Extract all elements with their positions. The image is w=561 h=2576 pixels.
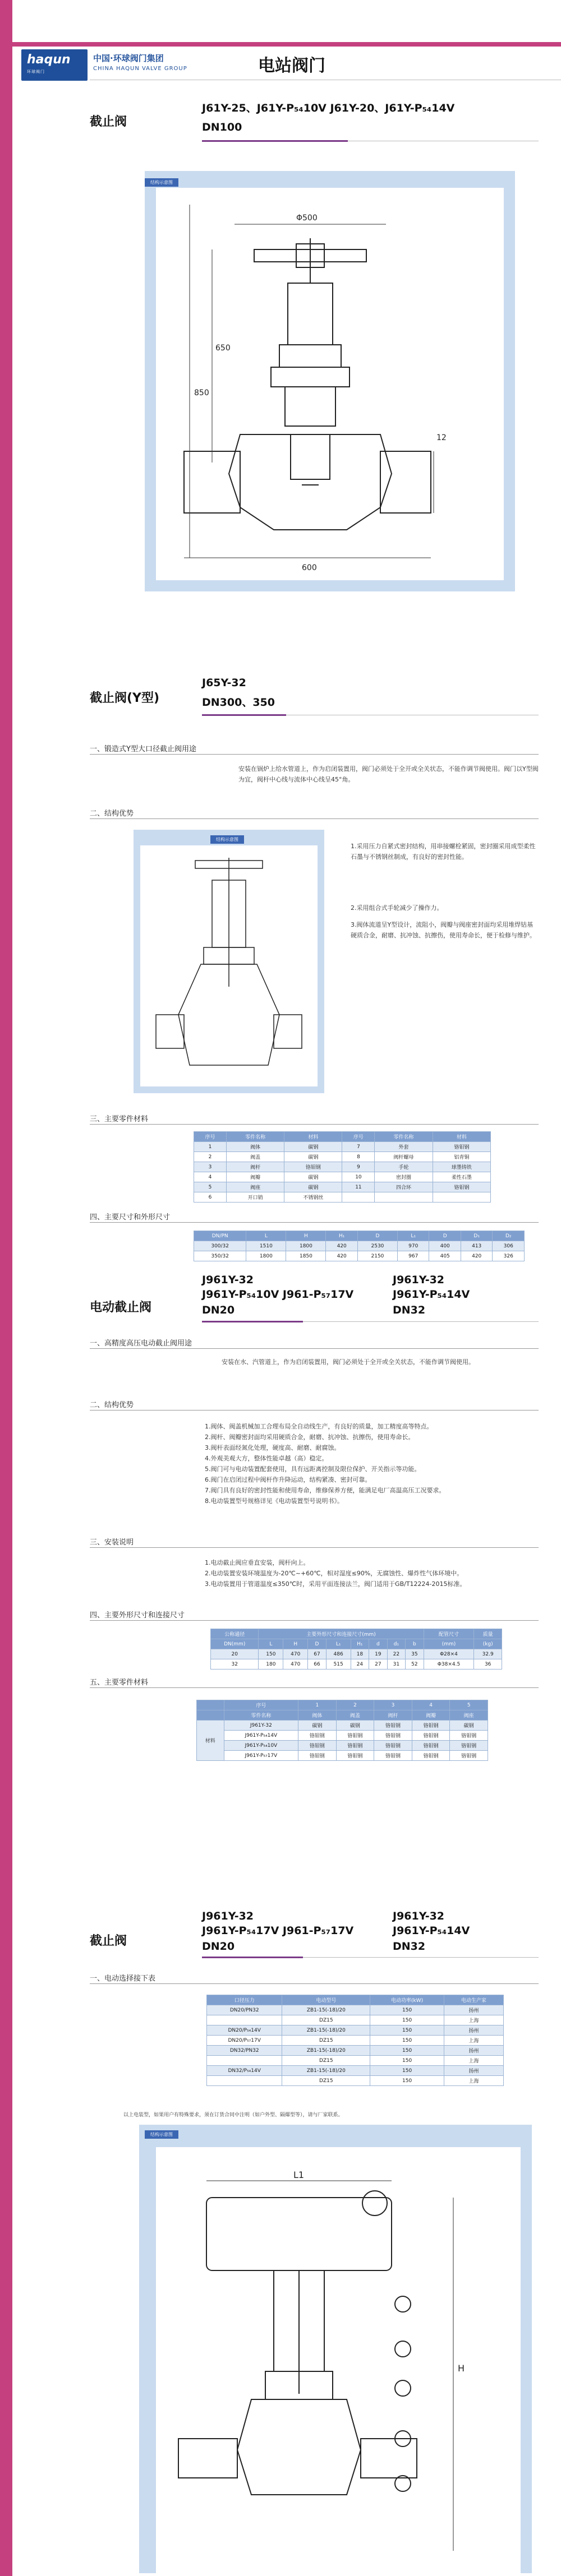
- table-header-cell: H₁: [351, 1639, 369, 1649]
- table-header-cell: H₁: [326, 1231, 357, 1241]
- table-cell: 420: [461, 1251, 492, 1261]
- dim-height-850-label: 850: [194, 389, 209, 397]
- table-row: [194, 1172, 491, 1182]
- model-underline-thin: [303, 1957, 539, 1958]
- table-row: [207, 2025, 504, 2036]
- dimensions-table: [210, 1629, 502, 1669]
- dim-l1-label: L1: [293, 2170, 305, 2180]
- drawing-tag: 结构示意图: [145, 178, 178, 187]
- table-header-cell: 口径压力: [207, 1995, 282, 2005]
- section-heading: 一、锻造式Y型大口径截止阀用途: [90, 745, 196, 753]
- table-cell: 470: [283, 1649, 308, 1659]
- table-header-cell: 阀盖: [336, 1710, 374, 1721]
- table-header-cell: 4: [412, 1700, 450, 1710]
- table-cell: 1: [194, 1142, 227, 1152]
- table-row: [194, 1162, 491, 1172]
- table-cell: 5: [194, 1182, 227, 1192]
- dim-12-label: 12: [436, 433, 447, 442]
- table-header-cell: 公称通径: [211, 1629, 259, 1639]
- table-cell: 2150: [357, 1251, 397, 1261]
- table-cell: 密封圈: [375, 1172, 433, 1182]
- model-42: J961Y-P₅₄17V J961-P₅₇17V: [202, 1925, 354, 1937]
- table-header-cell: 电动功率(kW): [370, 1995, 444, 2005]
- table-cell: DN32/PN32: [207, 2046, 282, 2056]
- table-cell: J961Y-P₅₄14V: [224, 1731, 298, 1741]
- table-cell: 420: [326, 1251, 357, 1261]
- table-cell: 22: [387, 1649, 406, 1659]
- table-cell: DZ15: [282, 2015, 370, 2025]
- model-y: J65Y-32: [202, 677, 246, 689]
- table-cell: 铬钼钢: [374, 1721, 412, 1731]
- table-cell: 24: [351, 1659, 369, 1669]
- materials-table: [194, 1131, 491, 1203]
- drawing-tag: 结构示意图: [145, 2130, 178, 2139]
- table-cell: 36: [474, 1659, 502, 1669]
- table-header-cell: 主要外形尺寸和连接尺寸(mm): [259, 1629, 424, 1639]
- table-cell: 150: [370, 2025, 444, 2036]
- list-item: 2.阀杆、阀瓣密封面均采用硬质合金，耐磨、抗冲蚀、抗擦伤，使用寿命长。: [205, 1433, 415, 1441]
- list-item: 4.外观美观大方，整体性能卓越（高）稳定。: [205, 1455, 328, 1462]
- dim-height-650-label: 650: [215, 344, 231, 353]
- table-header-cell: 零件名称: [224, 1710, 298, 1721]
- table-header-cell: D₂: [493, 1231, 525, 1241]
- table-header-cell: 配管尺寸: [424, 1629, 474, 1639]
- usage-text: 安装在水、汽管道上，作为启闭装置用，阀门必须处于全开或全关状态，不能作调节阀使用。: [222, 1358, 475, 1366]
- table-cell: J961Y-P₅₇17V: [224, 1751, 298, 1761]
- section-divider: [90, 1222, 539, 1223]
- model-e-dn: DN20: [202, 1304, 235, 1316]
- table-cell: 阀座: [226, 1182, 284, 1192]
- table-row: [194, 1192, 491, 1203]
- table-header-cell: 质量: [474, 1629, 502, 1639]
- list-item: 3.电动装置用于管道温度≤350℃时，采用平面连接法兰，阀门适用于GB/T12224-2015标准。: [205, 1580, 466, 1588]
- model-dn: DN100: [202, 121, 242, 133]
- table-header-cell: 零件名称: [226, 1132, 284, 1142]
- table-cell: 400: [429, 1241, 461, 1251]
- table-header-cell: [197, 1700, 224, 1710]
- table-cell: 150: [370, 2076, 444, 2086]
- table-cell: 150: [370, 2056, 444, 2066]
- table-cell: 铬钼钢: [412, 1751, 450, 1761]
- table-row: [211, 1649, 502, 1659]
- table-cell: 27: [369, 1659, 388, 1669]
- table-cell: 外套: [375, 1142, 433, 1152]
- table-cell: 1850: [286, 1251, 326, 1261]
- actuator-selection-table: [206, 1995, 504, 2086]
- section-heading: 二、结构优势: [90, 1401, 134, 1409]
- table-side-cell: 材料: [197, 1721, 224, 1761]
- table-cell: 9: [342, 1162, 375, 1172]
- table-cell: [207, 2056, 282, 2066]
- list-item: 2.电动装置安装环境温度为-20℃~+60℃，相对湿度≤90%，无腐蚀性、爆炸性气体环境中。: [205, 1570, 463, 1577]
- table-cell: 6: [194, 1192, 227, 1203]
- table-cell: 150: [259, 1649, 283, 1659]
- table-cell: 碳钢: [298, 1721, 337, 1731]
- table-cell: 碳钢: [450, 1721, 488, 1731]
- model-e3: J961Y-32: [393, 1274, 445, 1286]
- table-header-cell: 零件名称: [375, 1132, 433, 1142]
- materials-table: [196, 1700, 488, 1761]
- table-cell: 铬钼钢: [450, 1731, 488, 1741]
- table-header-cell: d: [369, 1639, 388, 1649]
- table-cell: 铬钼钢: [374, 1741, 412, 1751]
- side-accent-bar: [0, 0, 12, 2576]
- advantage-item: 2.采用组合式手轮减少了操作力。: [351, 904, 443, 912]
- table-cell: 150: [370, 2066, 444, 2076]
- table-cell: [342, 1192, 375, 1203]
- table-cell: [207, 2076, 282, 2086]
- table-cell: 铬钼钢: [450, 1751, 488, 1761]
- table-header-cell: 电动型号: [282, 1995, 370, 2005]
- table-cell: 铬钼钢: [298, 1731, 337, 1741]
- dim-width-600-label: 600: [302, 563, 317, 572]
- table-cell: DZ15: [282, 2036, 370, 2046]
- product-name-y: 截止阀(Y型): [90, 691, 160, 705]
- table-cell: 铬钼钢: [336, 1751, 374, 1761]
- model-e-dn2: DN32: [393, 1304, 426, 1316]
- table-cell: 326: [493, 1251, 525, 1261]
- model-underline: [202, 1321, 303, 1322]
- table-cell: 2530: [357, 1241, 397, 1251]
- dim-h-label: H: [458, 2363, 465, 2374]
- table-header-cell: 序号: [224, 1700, 298, 1710]
- table-row: [207, 2036, 504, 2046]
- dim-diameter-label: Φ500: [296, 214, 318, 223]
- company-name-en: CHINA HAQUN VALVE GROUP: [93, 66, 187, 72]
- table-cell: J961Y-32: [224, 1721, 298, 1731]
- model-underline-thin: [303, 1321, 539, 1322]
- table-cell: 手轮: [375, 1162, 433, 1172]
- table-header-cell: [197, 1710, 224, 1721]
- table-header-cell: 阀杆: [374, 1710, 412, 1721]
- table-cell: DZ15: [282, 2056, 370, 2066]
- table-cell: 350/32: [194, 1251, 246, 1261]
- table-header-cell: DN(mm): [211, 1639, 259, 1649]
- table-cell: J961Y-P₅₄10V: [224, 1741, 298, 1751]
- dimensions-table: [194, 1231, 525, 1261]
- table-header-cell: H: [286, 1231, 326, 1241]
- table-cell: 铝青铜: [433, 1152, 490, 1162]
- table-cell: DN20/P₅₇17V: [207, 2036, 282, 2046]
- table-cell: 阀杆: [226, 1162, 284, 1172]
- section-heading: 三、主要零件材料: [90, 1115, 149, 1123]
- table-cell: 413: [461, 1241, 492, 1251]
- table-cell: 2: [194, 1152, 227, 1162]
- table-cell: 52: [406, 1659, 424, 1669]
- section-heading: 五、主要零件材料: [90, 1678, 149, 1687]
- table-cell: 铬钼钢: [412, 1721, 450, 1731]
- product-name-electric: 电动截止阀: [90, 1301, 152, 1315]
- table-row: [194, 1182, 491, 1192]
- section-heading: 四、主要外形尺寸和连接尺寸: [90, 1611, 185, 1620]
- table-cell: 3: [194, 1162, 227, 1172]
- top-accent-bar: [12, 42, 561, 47]
- table-cell: 4: [194, 1172, 227, 1182]
- table-cell: [375, 1192, 433, 1203]
- table-cell: 1510: [246, 1241, 286, 1251]
- table-cell: 上海: [444, 2056, 503, 2066]
- table-header-cell: 阀座: [450, 1710, 488, 1721]
- table-cell: ZB1-15(-18)/20: [282, 2005, 370, 2015]
- table-cell: [207, 2015, 282, 2025]
- table-header-cell: d₁: [387, 1639, 406, 1649]
- table-cell: 碳钢: [284, 1182, 342, 1192]
- table-cell: 开口销: [226, 1192, 284, 1203]
- table-header-cell: L₁: [326, 1639, 351, 1649]
- table-cell: 306: [493, 1241, 525, 1251]
- model-underline: [202, 1957, 303, 1958]
- table-header-cell: (kg): [474, 1639, 502, 1649]
- table-cell: 阀瓣: [226, 1172, 284, 1182]
- model-y-dn: DN300、350: [202, 696, 275, 709]
- table-cell: 300/32: [194, 1241, 246, 1251]
- section-divider: [90, 1547, 539, 1548]
- table-cell: 970: [397, 1241, 429, 1251]
- table-row: [207, 2005, 504, 2015]
- table-cell: 球墨铸铁: [433, 1162, 490, 1172]
- table-header-cell: D: [429, 1231, 461, 1241]
- table-row: [194, 1142, 491, 1152]
- table-cell: 碳钢: [284, 1152, 342, 1162]
- table-header-cell: DN/PN: [194, 1231, 246, 1241]
- model-e4: J961Y-P₅₄14V: [393, 1288, 470, 1301]
- table-row: [207, 2076, 504, 2086]
- advantage-item: 3.阀体流道呈Y型设计，流阻小，阀瓣与阀座密封面均采用堆焊钴基硬质合金，耐磨、抗冲蚀、抗擦伤，使用寿命长，便于检修与维护。: [351, 921, 536, 939]
- table-cell: 扬州: [444, 2025, 503, 2036]
- table-header-cell: 1: [298, 1700, 337, 1710]
- table-cell: 35: [406, 1649, 424, 1659]
- table-cell: DN20/PN32: [207, 2005, 282, 2015]
- table-header-cell: 阀体: [298, 1710, 337, 1721]
- table-cell: 10: [342, 1172, 375, 1182]
- selection-note: 以上电装型，如果用户有特殊要求，须在订货合同中注明（如户外型、隔爆型等），请与厂家联系。: [123, 2112, 343, 2118]
- table-cell: 阀体: [226, 1142, 284, 1152]
- table-cell: ZB1-15(-18)/20: [282, 2066, 370, 2076]
- table-header-cell: 电动生产家: [444, 1995, 503, 2005]
- table-cell: 180: [259, 1659, 283, 1669]
- table-cell: 66: [308, 1659, 327, 1669]
- list-item: 1.电动截止阀应垂直安装，阀杆向上。: [205, 1559, 310, 1566]
- table-cell: ZB1-15(-18)/20: [282, 2046, 370, 2056]
- table-cell: 31: [387, 1659, 406, 1669]
- section-heading: 一、电动选择接下表: [90, 1974, 156, 1983]
- table-cell: 铬钼钢: [412, 1731, 450, 1741]
- table-header-cell: 序号: [194, 1132, 227, 1142]
- table-cell: 486: [326, 1649, 351, 1659]
- table-header-cell: b: [406, 1639, 424, 1649]
- table-cell: 上海: [444, 2036, 503, 2046]
- table-cell: 铬钼钢: [298, 1751, 337, 1761]
- section-divider: [90, 1124, 539, 1125]
- list-item: 7.阀门具有良好的密封性能和使用寿命，维修保养方便，能满足电厂高温高压工况要求。: [205, 1487, 445, 1494]
- table-row: [197, 1751, 488, 1761]
- list-item: 5.阀门可与电动装置配套使用，具有远距离控制及限位保护、开关指示等功能。: [205, 1465, 421, 1473]
- table-cell: 470: [283, 1659, 308, 1669]
- table-cell: 20: [211, 1649, 259, 1659]
- table-cell: 铬钼钢: [336, 1731, 374, 1741]
- table-cell: 420: [326, 1241, 357, 1251]
- model-43: J961Y-32: [393, 1910, 445, 1922]
- drawing-tag: 结构示意图: [210, 835, 244, 844]
- section-heading: 三、安装说明: [90, 1538, 134, 1547]
- model-4-dn: DN20: [202, 1940, 235, 1953]
- table-cell: 柔性石墨: [433, 1172, 490, 1182]
- section-divider: [90, 754, 539, 755]
- table-cell: 碳钢: [336, 1721, 374, 1731]
- table-cell: 扬州: [444, 2005, 503, 2015]
- model-e1: J961Y-32: [202, 1274, 254, 1286]
- table-cell: Φ28×4: [424, 1649, 474, 1659]
- list-item: 6.阀门在启闭过程中阀杆作升降运动，结构紧凑、密封可靠。: [205, 1476, 371, 1483]
- table-header-cell: 5: [450, 1700, 488, 1710]
- advantage-list: [205, 1421, 539, 1506]
- model-underline: [202, 714, 286, 716]
- table-cell: 7: [342, 1142, 375, 1152]
- table-cell: 67: [308, 1649, 327, 1659]
- model-list: J61Y-25、J61Y-P₅₄10V J61Y-20、J61Y-P₅₄14V: [202, 102, 455, 114]
- table-cell: 515: [326, 1659, 351, 1669]
- list-item: 3.阀杆表面经氮化处理，硬度高、耐磨、耐腐蚀。: [205, 1444, 341, 1451]
- table-cell: 上海: [444, 2015, 503, 2025]
- table-cell: 1800: [286, 1241, 326, 1251]
- table-cell: 扬州: [444, 2046, 503, 2056]
- table-header-cell: D: [357, 1231, 397, 1241]
- table-header-cell: L: [259, 1639, 283, 1649]
- section-heading: 四、主要尺寸和外形尺寸: [90, 1213, 171, 1222]
- model-41: J961Y-32: [202, 1910, 254, 1922]
- table-cell: 150: [370, 2005, 444, 2015]
- section-divider: [90, 1620, 539, 1621]
- table-row: [194, 1251, 525, 1261]
- table-cell: 铬钼钢: [284, 1162, 342, 1172]
- table-header-cell: L: [246, 1231, 286, 1241]
- table-cell: 铬钼钢: [374, 1731, 412, 1741]
- table-cell: 18: [351, 1649, 369, 1659]
- table-cell: Φ38×4.5: [424, 1659, 474, 1669]
- table-row: [207, 2056, 504, 2066]
- table-header-cell: 材料: [284, 1132, 342, 1142]
- product-name: 截止阀: [90, 115, 127, 129]
- table-header-cell: 序号: [342, 1132, 375, 1142]
- table-cell: 967: [397, 1251, 429, 1261]
- table-cell: 铬钼钢: [298, 1741, 337, 1751]
- list-item: 8.电动装置型号规格详见《电动装置型号说明书》。: [205, 1497, 343, 1505]
- table-cell: 铬钼钢: [450, 1741, 488, 1751]
- table-cell: 阀杆螺母: [375, 1152, 433, 1162]
- table-row: [194, 1241, 525, 1251]
- section-divider: [90, 1348, 539, 1349]
- table-cell: 405: [429, 1251, 461, 1261]
- table-header-cell: L₁: [397, 1231, 429, 1241]
- table-row: [197, 1731, 488, 1741]
- table-cell: 150: [370, 2046, 444, 2056]
- model-44: J961Y-P₅₄14V: [393, 1925, 470, 1937]
- table-header-cell: D: [308, 1639, 327, 1649]
- table-header-cell: D₁: [461, 1231, 492, 1241]
- table-header-cell: 阀瓣: [412, 1710, 450, 1721]
- table-row: [211, 1659, 502, 1669]
- table-row: [207, 2015, 504, 2025]
- table-row: [197, 1741, 488, 1751]
- table-row: [194, 1152, 491, 1162]
- table-cell: DN20/P₅₄14V: [207, 2025, 282, 2036]
- table-header-cell: 材料: [433, 1132, 490, 1142]
- table-cell: DN32/P₅₄14V: [207, 2066, 282, 2076]
- page-title: 电站阀门: [258, 56, 325, 76]
- table-row: [207, 2046, 504, 2056]
- table-cell: 1800: [246, 1251, 286, 1261]
- section-divider: [90, 1983, 539, 1984]
- section-heading: 二、结构优势: [90, 810, 134, 818]
- table-cell: [433, 1192, 490, 1203]
- table-cell: 碳钢: [284, 1172, 342, 1182]
- table-cell: 铬钼钢: [374, 1751, 412, 1761]
- y-valve-drawing: [134, 830, 324, 1093]
- table-cell: 8: [342, 1152, 375, 1162]
- company-logo: haqun 环球阀门: [21, 49, 88, 81]
- product-name-4: 截止阀: [90, 1934, 127, 1948]
- table-cell: 上海: [444, 2076, 503, 2086]
- table-header-cell: (mm): [424, 1639, 474, 1649]
- table-cell: 不锈钢丝: [284, 1192, 342, 1203]
- table-cell: 19: [369, 1649, 388, 1659]
- table-cell: 铬钼钢: [433, 1142, 490, 1152]
- list-item: 1.阀体、阀盖机械加工合理布局全自动线生产，有良好的质量，加工精度高等特点。: [205, 1423, 433, 1430]
- company-name: 中国·环球阀门集团: [93, 53, 164, 63]
- model-4-dn2: DN32: [393, 1940, 426, 1953]
- table-row: [207, 2066, 504, 2076]
- section-heading: 一、高精度高压电动截止阀用途: [90, 1339, 192, 1348]
- table-header-cell: 2: [336, 1700, 374, 1710]
- table-header-cell: 3: [374, 1700, 412, 1710]
- advantage-item: 1.采用压力自紧式密封结构，用串接螺栓紧固，密封圈采用成型柔性石墨与不锈钢丝制成，有良好的密封性能。: [351, 843, 536, 861]
- model-e2: J961Y-P₅₄10V J961-P₅₇17V: [202, 1288, 354, 1301]
- model-underline: [202, 140, 348, 142]
- section-divider: [90, 1687, 539, 1688]
- usage-text: 安装在锅炉上给水管道上，作为启闭装置用，阀门必须处于全开或全关状态，不能作调节阀使用。阀门以Y型阀为宜，阀杆中心线与流体中心线呈45°角。: [238, 765, 539, 783]
- table-cell: 32.9: [474, 1649, 502, 1659]
- valve-drawing: [145, 171, 515, 591]
- section-divider: [90, 818, 539, 819]
- table-cell: 铬钼钢: [336, 1741, 374, 1751]
- table-cell: 四合环: [375, 1182, 433, 1192]
- table-cell: 扬州: [444, 2066, 503, 2076]
- table-cell: 150: [370, 2015, 444, 2025]
- table-cell: 铬钼钢: [433, 1182, 490, 1192]
- table-header-cell: H: [283, 1639, 308, 1649]
- table-row: [197, 1721, 488, 1731]
- table-cell: 碳钢: [284, 1142, 342, 1152]
- table-cell: DZ15: [282, 2076, 370, 2086]
- table-cell: 150: [370, 2036, 444, 2046]
- table-cell: 阀盖: [226, 1152, 284, 1162]
- table-cell: 11: [342, 1182, 375, 1192]
- electric-valve-drawing: [139, 2125, 532, 2576]
- table-cell: 32: [211, 1659, 259, 1669]
- table-cell: 铬钼钢: [412, 1741, 450, 1751]
- table-cell: ZB1-15(-18)/20: [282, 2025, 370, 2036]
- install-list: [205, 1557, 539, 1589]
